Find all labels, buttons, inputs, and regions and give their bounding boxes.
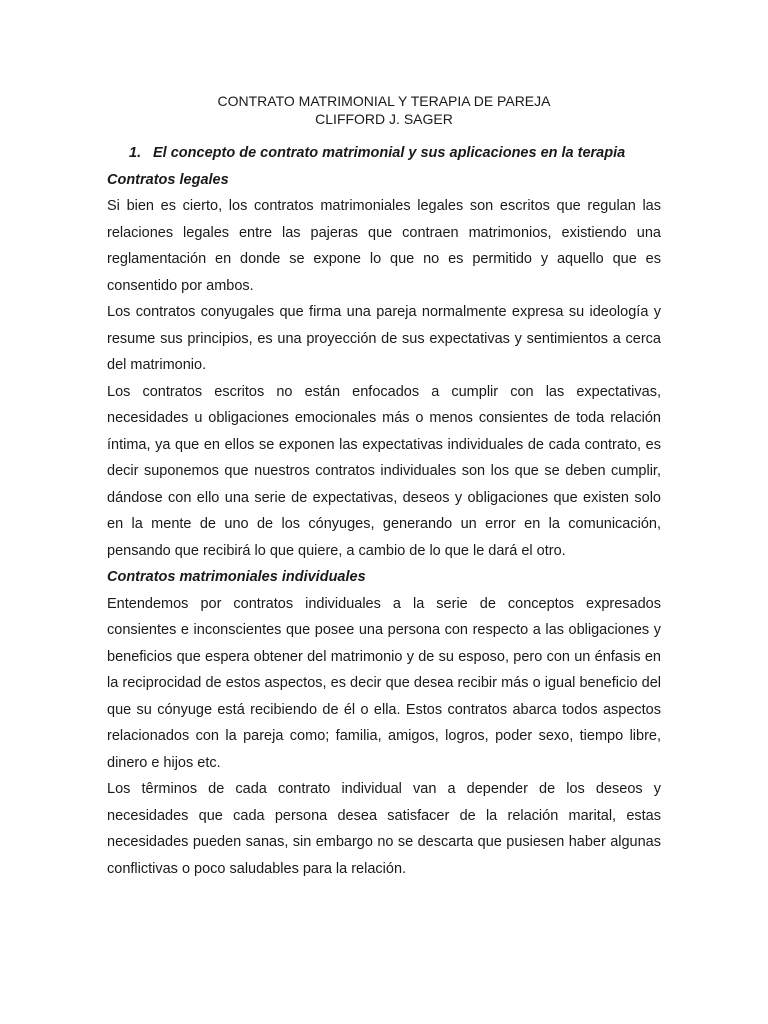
- title-block: [107, 92, 661, 128]
- paragraph: Los têrminos de cada contrato individual van a depender de los deseos y necesidades que cada persona desea satisfacer de la relación marital, estas necesidades pueden sanas, sin embargo no se descarta que pusiesen haber algunas conflictivas o poco saludables para la relación.: [107, 781, 661, 877]
- paragraph: Si bien es cierto, los contratos matrimoniales legales son escritos que regulan las relaciones legales entre las pajeras que contraen matrimonios, existiendo una reglamentación en donde se expone lo que no es permitido y aquello que es consentido por ambos.: [107, 198, 661, 294]
- section-number: 1.: [129, 145, 142, 161]
- document-page: [107, 92, 661, 882]
- subsection-heading-individuales: Contratos matrimoniales individuales: [107, 569, 366, 585]
- paragraph: Entendemos por contratos individuales a la serie de conceptos expresados consientes e inconscientes que posee una persona con respecto a las obligaciones y beneficios que espera obtener del matrimonio y de su esposo, pero con un énfasis en la reciprocidad de estos aspectos, es decir que desea recibir más o igual beneficio del que su cónyuge está recibiendo de él o ella. Estos contratos abarca todos aspectos relacionados con la pareja como; familia, amigos, logros, poder sexo, tiempo libre, dinero e hijos etc.: [107, 595, 661, 771]
- paragraph: Los contratos escritos no están enfocados a cumplir con las expectativas, necesidades u obligaciones emocionales más o menos consientes de toda relación íntima, ya que en ellos se exponen las expectativas individuales de cada contrato, es decir suponemos que nuestros contratos individuales son los que se deben cumplir, dándose con ello una serie de expectativas, deseos y obligaciones que existen solo en la mente de uno de los cónyuges, generando un error en la comunicación, pensando que recibirá lo que quiere, a cambio de lo que le dará el otro.: [107, 383, 661, 559]
- subsection-heading-legales: Contratos legales: [107, 171, 229, 188]
- paragraph: Los contratos conyugales que firma una pareja normalmente expresa su ideología y resume sus principios, es una proyección de sus expectativas y sentimientos a cerca del matrimonio.: [107, 304, 661, 373]
- section-heading-1: [107, 140, 661, 167]
- document-title: CONTRATO MATRIMONIAL Y TERAPIA DE PAREJA: [217, 93, 551, 109]
- section-title: El concepto de contrato matrimonial y sus aplicaciones en la terapia: [153, 145, 626, 161]
- document-author: CLIFFORD J. SAGER: [315, 111, 453, 127]
